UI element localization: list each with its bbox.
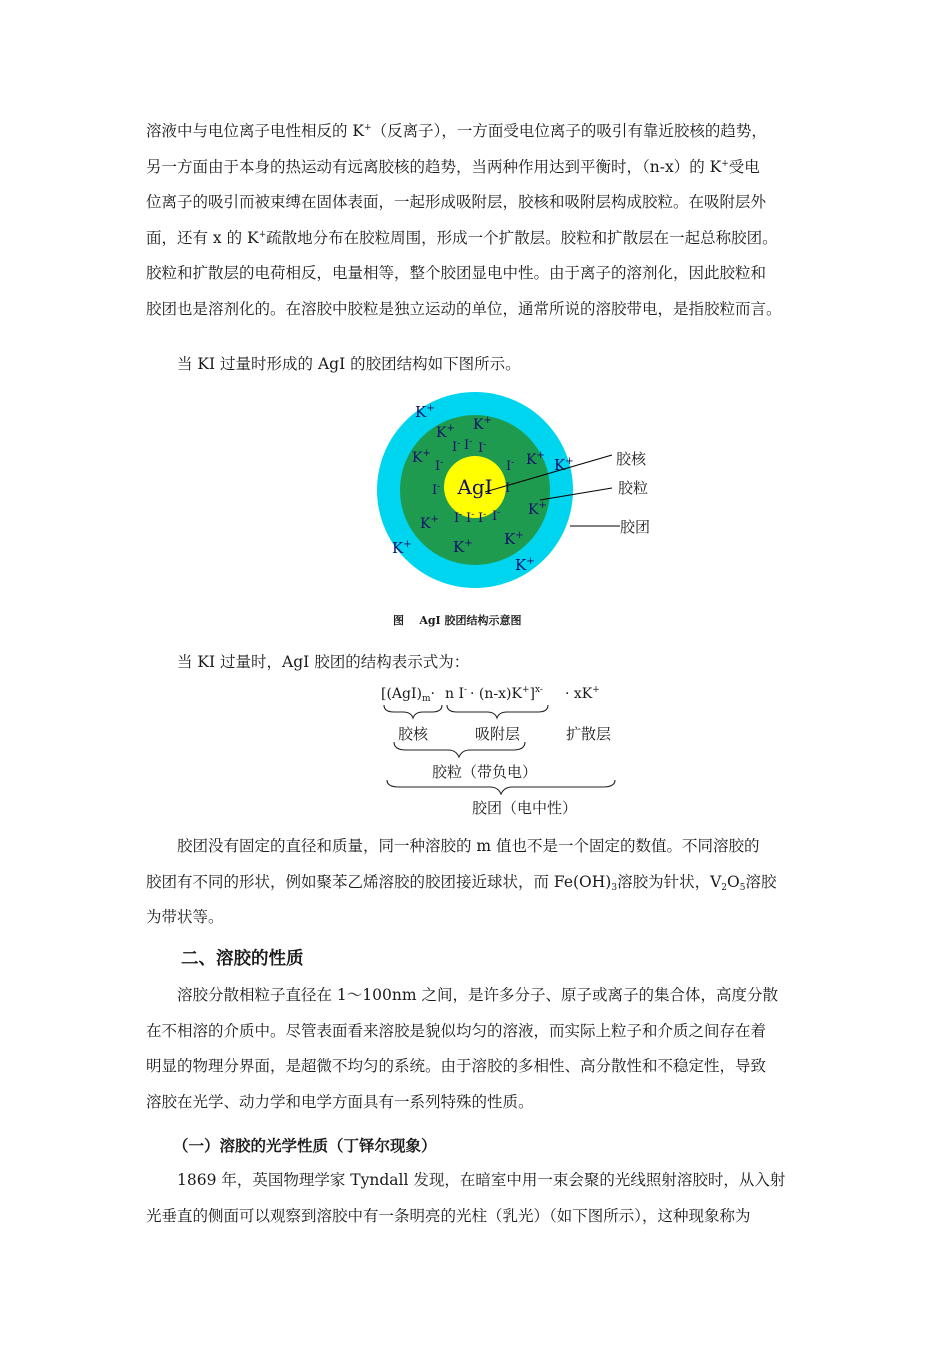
formula-label-adsorb: 吸附层	[475, 725, 521, 743]
ion-i: I-	[435, 458, 444, 474]
formula-label-diffuse: 扩散层	[566, 725, 612, 743]
ion-k-outer: K+	[504, 530, 524, 548]
brace-adsorb	[447, 705, 548, 718]
ion-k-middle: K+	[412, 448, 431, 466]
ion-i: I-	[478, 440, 487, 456]
ion-k-outer: K+	[554, 456, 574, 474]
ion-i: I-	[452, 439, 461, 455]
p1-line-4: 面，还有 x 的 K+疏散地分布在胶粒周围，形成一个扩散层。胶粒和扩散层在一起总称胶团。	[146, 228, 778, 247]
ion-i: I-	[506, 458, 515, 474]
formula-middle: · (n-x)K+]$^{x-}$	[470, 685, 543, 702]
paragraph-2	[146, 829, 810, 936]
diagram-intro: 当 KI 过量时形成的 AgI 的胶团结构如下图所示。	[177, 355, 521, 373]
ion-i: I-	[464, 437, 473, 453]
formula-label-particle: 胶粒（带负电）	[432, 763, 538, 781]
ion-i: I-	[505, 480, 514, 496]
p4-line-2: 光垂直的侧面可以观察到溶胶中有一条明亮的光柱（乳光）（如下图所示），这种现象称为	[146, 1206, 751, 1225]
ion-k-middle: K+	[436, 423, 455, 441]
ion-k-middle: K+	[528, 500, 547, 518]
section-heading: 二、溶胶的性质	[181, 949, 304, 969]
brace-micelle	[387, 780, 615, 794]
p1-line-3: 位离子的吸引而被束缚在固体表面，一起形成吸附层，胶核和吸附层构成胶粒。在吸附层外	[146, 193, 767, 211]
p3-line-3: 明显的物理分界面，是超微不均匀的系统。由于溶胶的多相性、高分散性和不稳定性，导致	[146, 1057, 767, 1075]
formula-core: [$(AgI)_m\cdot$	[381, 686, 435, 704]
label-micelle: 胶团	[620, 518, 651, 536]
p3-line-1: 溶胶分散相粒子直径在 1～100nm 之间，是许多分子、原子或离子的集合体，高度分散	[177, 986, 778, 1004]
p1-line-2: 另一方面由于本身的热运动有远离胶核的趋势，当两种作用达到平衡时，（n-x）的 K+受电	[146, 157, 760, 176]
ion-k-outer: K+	[392, 539, 412, 557]
p1-line-6: 胶团也是溶剂化的。在溶胶中胶粒是独立运动的单位，通常所说的溶胶带电，是指胶粒而言。	[146, 299, 782, 318]
label-particle: 胶粒	[618, 479, 649, 497]
formula-label-micelle: 胶团（电中性）	[472, 799, 578, 817]
brace-particle	[394, 742, 525, 757]
ion-k-middle: K+	[526, 450, 545, 468]
label-core: 胶核	[616, 450, 647, 468]
paragraph-4	[146, 1163, 810, 1234]
ion-k-middle: K+	[473, 415, 492, 433]
formula-diffuse: · xK+	[565, 685, 600, 702]
subsection-heading: （一）溶胶的光学性质（丁铎尔现象）	[173, 1136, 437, 1155]
p1-line-1: 溶液中与电位离子电性相反的 K+（反离子），一方面受电位离子的吸引有靠近胶核的趋势，	[146, 122, 767, 140]
p2-line-1: 胶团没有固定的直径和质量，同一种溶胶的 m 值也不是一个固定的数值。不同溶胶的	[177, 837, 760, 855]
p4-line-1: 1869 年，英国物理学家 Tyndall 发现，在暗室中用一束会聚的光线照射溶胶时，从入射	[177, 1171, 786, 1189]
formula-intro: 当 KI 过量时，AgI 胶团的结构表示式为：	[177, 653, 470, 671]
formula-ni: n I-	[445, 685, 468, 702]
paragraph-3	[146, 978, 810, 1120]
p2-line-2: 胶团有不同的形状，例如聚苯乙烯溶胶的胶团接近球状，而 $Fe(OH)_3$溶胶为针状，$V_2O_5$溶胶	[146, 872, 777, 893]
ion-k-middle: K+	[420, 514, 439, 532]
figure-caption: 图 AgI 胶团结构示意图	[393, 614, 522, 627]
p3-line-4: 溶胶在光学、动力学和电学方面具有一系列特殊的性质。	[146, 1092, 534, 1111]
ion-k-outer: K+	[515, 556, 535, 574]
p1-line-5: 胶粒和扩散层的电荷相反，电量相等，整个胶团显电中性。由于离子的溶剂化，因此胶粒和	[146, 264, 767, 282]
ion-i: I-	[478, 510, 487, 526]
p3-line-2: 在不相溶的介质中。尽管表面看来溶胶是貌似均匀的溶液，而实际上粒子和介质之间存在着	[146, 1021, 767, 1040]
brace-core	[384, 705, 442, 718]
ion-i: I-	[454, 510, 463, 526]
p2-line-3: 为带状等。	[146, 908, 224, 926]
ion-i: I-	[432, 482, 441, 498]
ion-k-outer: K+	[415, 403, 435, 421]
ion-k-outer: K+	[453, 538, 473, 556]
core-label: AgI	[457, 475, 493, 499]
formula-label-core: 胶核	[398, 725, 429, 743]
paragraph-1	[146, 114, 810, 327]
ion-i: I-	[492, 508, 501, 524]
agi-micelle-diagram	[360, 390, 680, 590]
ion-i: I-	[466, 510, 475, 526]
